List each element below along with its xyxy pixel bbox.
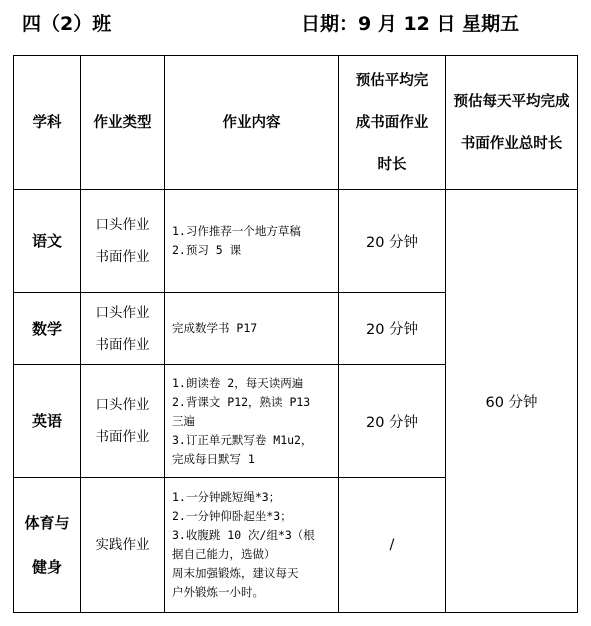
class-title: 四（2）班 <box>22 13 112 35</box>
homework-table <box>13 55 578 613</box>
table-row <box>14 190 578 293</box>
estimate-cell: 20 分钟 <box>339 365 446 478</box>
subject-cell: 数学 <box>14 293 81 365</box>
content-cell: 1.朗读卷 2，每天读两遍 2.背课文 P12，熟读 P13 三遍 3.订正单元默写卷 M1u2， 完成每日默写 1 <box>165 365 339 478</box>
type-cell: 实践作业 <box>81 478 165 613</box>
header-row <box>14 56 578 190</box>
col-header-subject: 学科 <box>14 56 81 190</box>
col-header-type: 作业类型 <box>81 56 165 190</box>
subject-cell: 体育与 健身 <box>14 478 81 613</box>
content-cell: 1.一分钟跳短绳*3； 2.一分钟仰卧起坐*3； 3.收腹跳 10 次/组*3（根 据自己能力，选做） 周末加强锻炼，建议每天 户外锻炼一小时。 <box>165 478 339 613</box>
col-header-content: 作业内容 <box>165 56 339 190</box>
col-header-estimate: 预估平均完 成书面作业 时长 <box>339 56 446 190</box>
estimate-cell: 20 分钟 <box>339 293 446 365</box>
col-header-daily-total: 预估每天平均完成 书面作业总时长 <box>446 56 578 190</box>
date-line: 日期：9 月 12 日 星期五 <box>301 13 520 35</box>
estimate-cell: 20 分钟 <box>339 190 446 293</box>
estimate-cell: / <box>339 478 446 613</box>
type-cell: 口头作业 书面作业 <box>81 190 165 293</box>
subject-cell: 英语 <box>14 365 81 478</box>
daily-total-cell: 60 分钟 <box>446 190 578 613</box>
type-cell: 口头作业 书面作业 <box>81 293 165 365</box>
content-cell: 1.习作推荐一个地方草稿 2.预习 5 课 <box>165 190 339 293</box>
type-cell: 口头作业 书面作业 <box>81 365 165 478</box>
content-cell: 完成数学书 P17 <box>165 293 339 365</box>
subject-cell: 语文 <box>14 190 81 293</box>
